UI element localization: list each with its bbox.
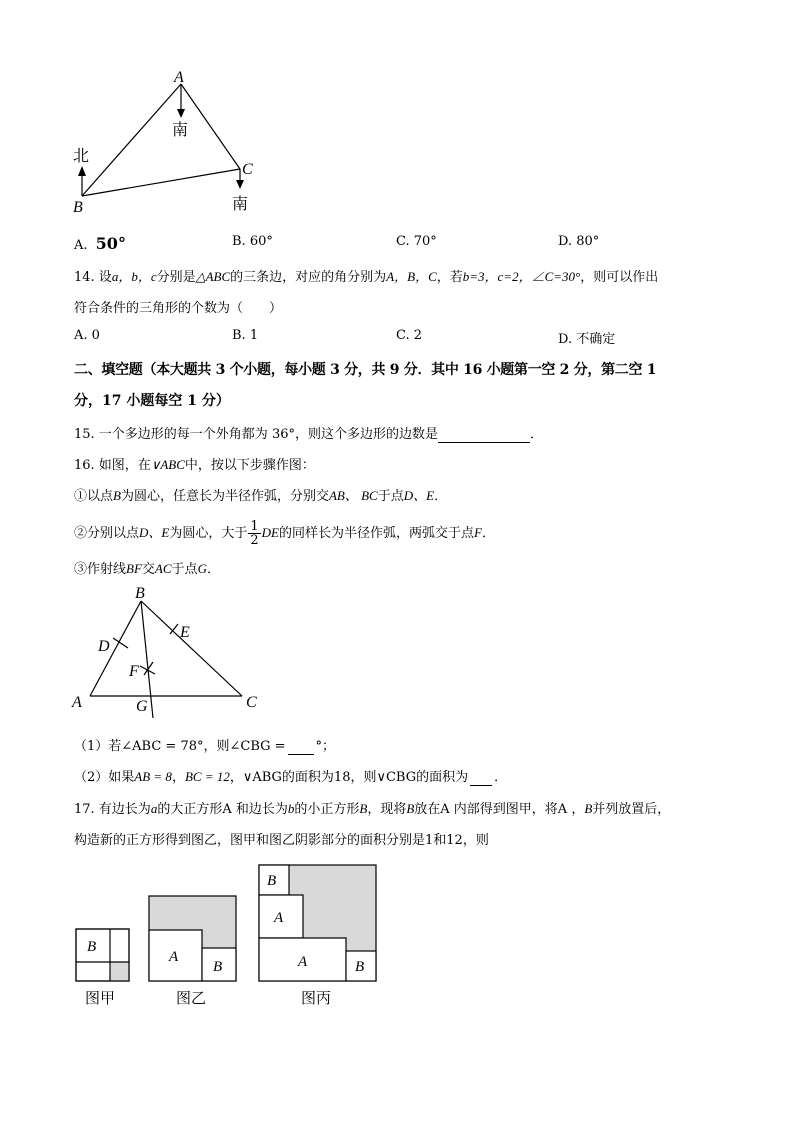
q17-line1: 17. 有边长为a的大正方形A 和边长为b的小正方形B，现将B放在A 内部得到图甲，将A ，B并列放置后，: [74, 801, 671, 817]
q14-option-a: A. 0: [74, 328, 100, 343]
q16-part2: （2）如果AB = 8，BC = 12，∨ABG的面积为18，则∨CBG的面积为 ．: [74, 769, 508, 785]
angle-bisector-figure: [66, 584, 276, 720]
label-B: B: [73, 199, 83, 216]
south-arrow-c-icon: [236, 180, 244, 189]
south-arrow-a-icon: [177, 109, 185, 118]
svg-text:B: B: [213, 959, 223, 975]
segment-ac: [181, 84, 240, 169]
segment-bc: [82, 169, 240, 196]
svg-text:A: A: [169, 949, 179, 965]
svg-text:B: B: [355, 959, 365, 975]
bearing-triangle-figure: [60, 62, 290, 222]
figure-jia: [76, 929, 129, 981]
q14-line1: 14. 设a，b，c分别是△ABC的三条边，对应的角分别为A，B，C，若b=3，c=2，∠C=30°，则可以作出: [74, 269, 659, 285]
label-D: D: [98, 638, 110, 655]
label-F: F: [129, 663, 139, 680]
q16-part1: （1）若∠ABC = 78°，则∠CBG = °；: [74, 739, 336, 754]
q15-text: 15. 一个多边形的每一个外角都为 36°，则这个多边形的边数是 ．: [74, 427, 543, 442]
north-arrow-icon: [78, 166, 86, 176]
svg-text:A: A: [274, 910, 284, 926]
q15-answer-blank[interactable]: [438, 427, 530, 443]
caption-yi: 图乙: [176, 991, 207, 1007]
label-south-a: 南: [172, 122, 189, 139]
q13-option-b: B. 60°: [232, 234, 273, 249]
q14-option-c: C. 2: [396, 328, 423, 343]
q13-option-d: D. 80°: [558, 234, 600, 249]
q16-step1: ①以点B为圆心，任意长为半径作弧，分别交AB、 BC于点D、E．: [74, 488, 448, 504]
q17-line2: 构造新的正方形得到图乙，图甲和图乙阴影部分的面积分别是1和12，则: [74, 833, 489, 848]
q14-option-b: B. 1: [232, 328, 259, 343]
q13-option-a: A. 50°: [74, 234, 126, 253]
q14-option-d: D. 不确定: [558, 332, 616, 347]
svg-text:B: B: [87, 939, 97, 955]
q16-step3: ③作射线BF交AC于点G．: [74, 561, 220, 577]
label-E: E: [180, 624, 190, 641]
fraction-one-half: $\frac{1}{2}$: [250, 519, 259, 548]
q16-step2: ②分别以点D、E为圆心，大于 $\frac{1}{2}$ DE的同样长为半径作弧，两弧交于点F．: [74, 519, 495, 548]
segment-ab: [82, 84, 181, 196]
q13-option-c: C. 70°: [396, 234, 437, 249]
q14-line2: 符合条件的三角形的个数为（ ）: [74, 301, 283, 316]
caption-bing: 图丙: [301, 991, 332, 1007]
figure-bing: [259, 865, 376, 981]
q16-intro: 16. 如图，在∨ABC中，按以下步骤作图：: [74, 457, 315, 473]
label-A: A: [174, 69, 184, 86]
label-south-c: 南: [232, 196, 249, 213]
label-C: C: [246, 694, 257, 711]
svg-text:A: A: [298, 954, 308, 970]
label-A: A: [72, 694, 82, 711]
label-G: G: [136, 698, 148, 715]
label-B: B: [135, 585, 145, 602]
label-C: C: [242, 161, 253, 178]
label-north: 北: [73, 148, 90, 165]
segment-bc: [141, 601, 242, 696]
q16-part2-answer-blank[interactable]: [470, 770, 492, 786]
svg-text:B: B: [267, 873, 277, 889]
squares-figures: [70, 858, 390, 1010]
section2-heading-line2: 分，17 小题每空 1 分）: [74, 393, 230, 409]
section2-heading-line1: 二、填空题（本大题共 3 个小题，每小题 3 分，共 9 分．其中 16 小题第一空 2 分，第二空 1: [74, 362, 657, 378]
figure-yi: [149, 896, 236, 981]
caption-jia: 图甲: [85, 991, 116, 1007]
q16-part1-answer-blank[interactable]: [288, 739, 314, 755]
